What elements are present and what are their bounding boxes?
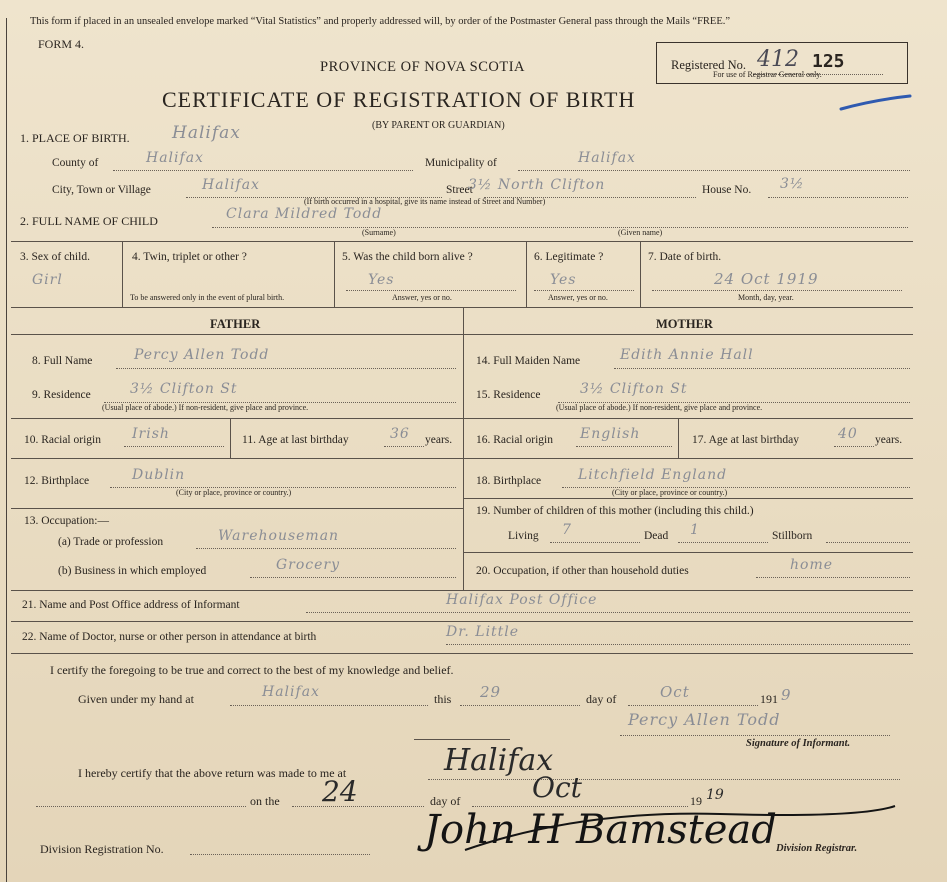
mother-heading: MOTHER: [656, 317, 713, 331]
father-name-value: Percy Allen Todd: [134, 347, 270, 363]
mother-name-label: 14. Full Maiden Name: [476, 355, 581, 367]
mother-racial-label: 16. Racial origin: [476, 434, 553, 446]
mother-occupation-label: 20. Occupation, if other than household duties: [476, 565, 689, 577]
mother-residence-note: (Usual place of abode.) If non-resident, give place and province.: [556, 403, 763, 412]
father-residence-note: (Usual place of abode.) If non-resident, give place and province.: [102, 403, 309, 412]
certify-statement: I certify the foregoing to be true and correct to the best of my knowledge and belief.: [50, 663, 454, 677]
place-of-birth-value: Halifax: [172, 123, 241, 143]
father-racial-label: 10. Racial origin: [24, 434, 101, 446]
father-residence-value: 3½ Clifton St: [130, 381, 238, 397]
father-birthplace-label: 12. Birthplace: [24, 475, 90, 487]
legitimate-note: Answer, yes or no.: [548, 293, 608, 302]
living-label: Living: [508, 530, 539, 542]
legitimate-label: 6. Legitimate ?: [534, 251, 604, 263]
street-label: Street: [446, 184, 473, 196]
legitimate-value: Yes: [550, 272, 577, 288]
mother-residence-value: 3½ Clifton St: [580, 381, 688, 397]
born-alive-note: Answer, yes or no.: [392, 293, 452, 302]
sex-label: 3. Sex of child.: [20, 251, 90, 263]
blue-pencil-mark: [838, 92, 913, 114]
father-heading: FATHER: [210, 317, 261, 331]
registrar-day-value: 24: [322, 775, 358, 808]
living-value: 7: [562, 522, 572, 538]
date-of-birth-note: Month, day, year.: [738, 293, 794, 302]
municipality-value: Halifax: [578, 150, 636, 166]
father-years-label: years.: [425, 434, 453, 446]
dead-label: Dead: [644, 530, 669, 542]
registrar-statement: I hereby certify that the above return was made to me at: [78, 766, 347, 780]
division-registrar-label: Division Registrar.: [776, 843, 858, 854]
place-of-birth-label: 1. PLACE OF BIRTH.: [20, 131, 130, 145]
trade-value: Warehouseman: [218, 528, 340, 544]
mother-birthplace-note: (City or place, province or country.): [612, 488, 728, 497]
registrar-day-of-label: day of: [430, 794, 461, 808]
registrar-year-prefix: 19: [690, 794, 702, 808]
division-registration-label: Division Registration No.: [40, 842, 164, 856]
given-day-value: 29: [480, 683, 502, 701]
on-the-label: on the: [250, 794, 280, 808]
county-label: County of: [52, 157, 99, 169]
city-value: Halifax: [202, 177, 260, 193]
given-name-label: (Given name): [618, 228, 663, 237]
occupation-label: 13. Occupation:—: [24, 515, 109, 527]
mother-racial-value: English: [580, 426, 641, 442]
surname-label: (Surname): [362, 228, 396, 237]
left-border: [6, 18, 7, 882]
father-age-value: 36: [390, 426, 410, 442]
sex-value: Girl: [32, 272, 63, 288]
registrar-month-value: Oct: [532, 771, 582, 804]
given-month-value: Oct: [660, 683, 690, 701]
children-count-label: 19. Number of children of this mother (including this child.): [476, 505, 754, 517]
child-name-value: Clara Mildred Todd: [226, 206, 383, 222]
day-of-label: day of: [586, 692, 617, 706]
hospital-note: (If birth occurred in a hospital, give its name instead of Street and Number): [304, 197, 546, 206]
doctor-label: 22. Name of Doctor, nurse or other person in attendance at birth: [22, 631, 317, 643]
house-value: 3½: [780, 176, 805, 192]
mother-age-label: 17. Age at last birthday: [692, 434, 799, 446]
trade-label: (a) Trade or profession: [58, 536, 164, 548]
given-year-suffix: 9: [781, 686, 792, 704]
date-of-birth-label: 7. Date of birth.: [648, 251, 722, 263]
doctor-value: Dr. Little: [446, 624, 520, 640]
born-alive-label: 5. Was the child born alive ?: [342, 251, 473, 263]
given-under-label: Given under my hand at: [78, 692, 194, 706]
city-label: City, Town or Village: [52, 184, 151, 196]
registrar-year-suffix: 19: [706, 787, 724, 803]
registered-number-stamp: 125: [812, 51, 845, 72]
registered-label: Registered No.: [671, 58, 746, 72]
signature-of-informant-label: Signature of Informant.: [746, 738, 851, 749]
county-value: Halifax: [146, 150, 204, 166]
form-number: FORM 4.: [38, 37, 85, 51]
business-value: Grocery: [276, 557, 341, 573]
father-racial-value: Irish: [132, 426, 170, 442]
given-year-prefix: 191: [760, 692, 778, 706]
mother-birthplace-value: Litchfield England: [578, 467, 728, 483]
informant-label: 21. Name and Post Office address of Informant: [22, 599, 240, 611]
registrar-use-note: For use of Registrar General only.: [713, 70, 822, 79]
mother-residence-label: 15. Residence: [476, 389, 541, 401]
full-name-label: 2. FULL NAME OF CHILD: [20, 214, 158, 228]
dead-value: 1: [690, 522, 700, 538]
this-label: this: [434, 692, 452, 706]
municipality-label: Municipality of: [425, 157, 497, 169]
registrar-place-value: Halifax: [444, 743, 554, 778]
informant-value: Halifax Post Office: [446, 592, 598, 608]
father-age-label: 11. Age at last birthday: [242, 434, 349, 446]
given-place-value: Halifax: [262, 684, 320, 700]
informant-signature: Percy Allen Todd: [628, 710, 781, 729]
mother-birthplace-label: 18. Birthplace: [476, 475, 542, 487]
house-label: House No.: [702, 184, 752, 196]
street-value: 3½ North Clifton: [468, 177, 606, 193]
mother-occupation-value: home: [790, 557, 834, 573]
mother-age-value: 40: [838, 426, 858, 442]
registrar-signature: John H Bamstead: [424, 807, 777, 853]
certificate-title: CERTIFICATE OF REGISTRATION OF BIRTH: [162, 87, 636, 112]
province-heading: PROVINCE OF NOVA SCOTIA: [320, 59, 525, 75]
stillborn-label: Stillborn: [772, 530, 813, 542]
twin-label: 4. Twin, triplet or other ?: [132, 251, 247, 263]
born-alive-value: Yes: [368, 272, 395, 288]
postal-notice: This form if placed in an unsealed envelope marked “Vital Statistics” and properly addressed will, by order of the Postmaster General pass through the Mails “FREE.”: [30, 16, 731, 27]
business-label: (b) Business in which employed: [58, 565, 207, 577]
mother-years-label: years.: [875, 434, 903, 446]
certificate-subtitle: (BY PARENT OR GUARDIAN): [372, 120, 505, 131]
father-name-label: 8. Full Name: [32, 355, 93, 367]
date-of-birth-value: 24 Oct 1919: [714, 270, 819, 288]
mother-name-value: Edith Annie Hall: [620, 347, 754, 363]
registered-number-hw: 412: [757, 47, 799, 72]
father-birthplace-note: (City or place, province or country.): [176, 488, 292, 497]
father-birthplace-value: Dublin: [132, 467, 186, 483]
twin-note: To be answered only in the event of plural birth.: [130, 293, 285, 302]
registered-number-box: [656, 42, 908, 84]
father-residence-label: 9. Residence: [32, 389, 91, 401]
